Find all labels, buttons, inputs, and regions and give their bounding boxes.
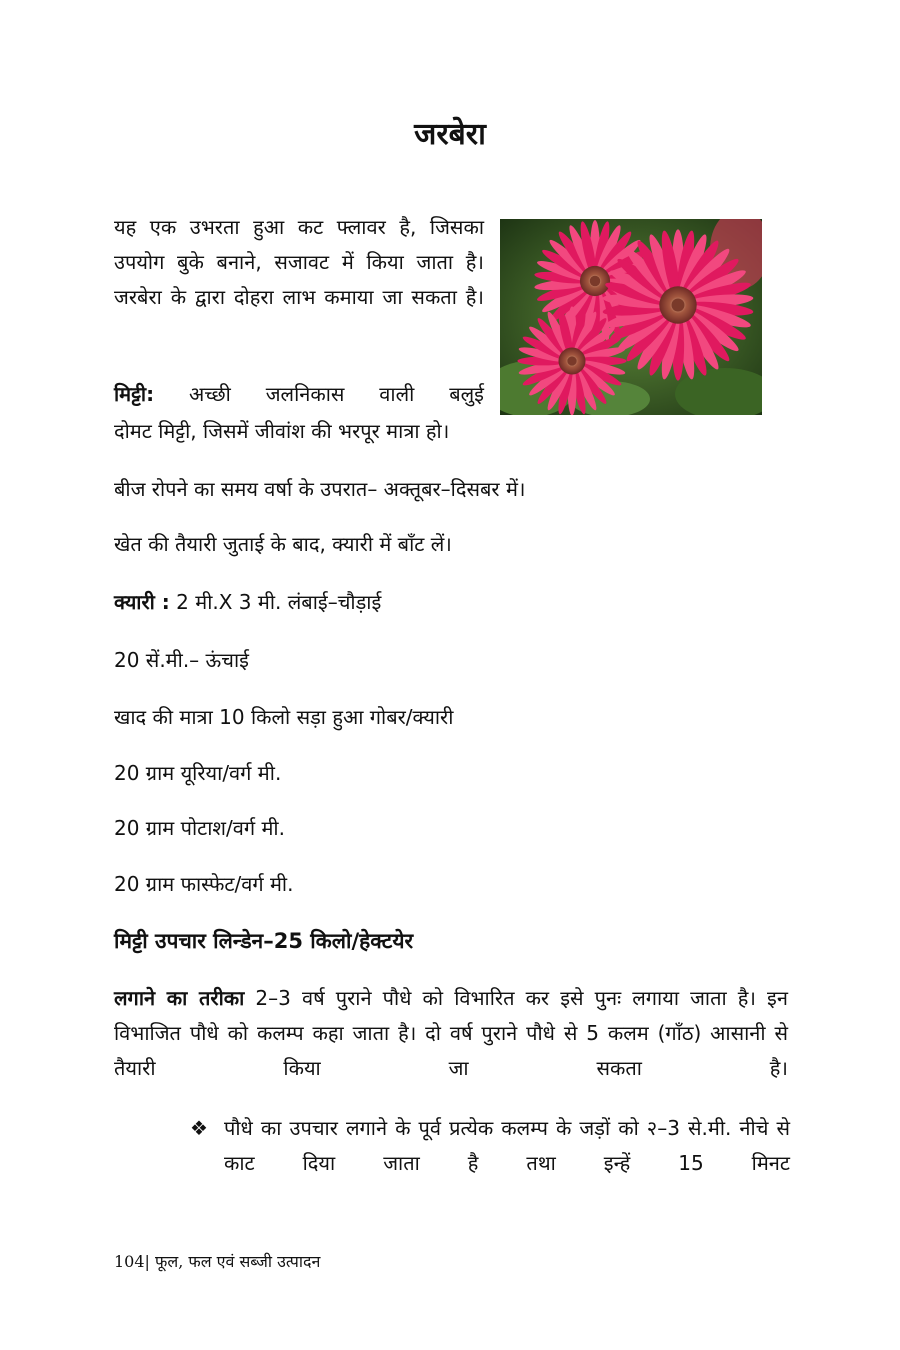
- page-title: जरबेरा: [414, 117, 486, 152]
- bullet-list-item: [190, 1111, 790, 1181]
- soil-paragraph: [114, 377, 484, 412]
- bullet-text: पौधे का उपचार लगाने के पूर्व प्रत्येक कलम्प के जड़ों को २–3 से.मी. नीचे से काट दिया जाता है तथा इन्हें 15 मिनट: [224, 1116, 790, 1175]
- bed-label: क्यारी :: [114, 590, 170, 614]
- potash-quantity: 20 ग्राम पोटाश/वर्ग मी.: [114, 816, 285, 840]
- bed-height: 20 सें.मी.– ऊंचाई: [114, 648, 249, 672]
- manure-quantity: खाद की मात्रा 10 किलो सड़ा हुआ गोबर/क्यारी: [114, 705, 454, 729]
- soil-treatment-heading: मिट्टी उपचार लिन्डेन–25 किलो/हेक्टयेर: [114, 929, 414, 953]
- urea-quantity: 20 ग्राम यूरिया/वर्ग मी.: [114, 761, 282, 785]
- bed-size: [114, 585, 381, 620]
- field-preparation: खेत की तैयारी जुताई के बाद, क्यारी में बॉंट लें।: [114, 532, 452, 556]
- soil-label: मिट्टी:: [114, 382, 155, 406]
- planting-method-text: 2–3 वर्ष पुराने पौधे को विभारित कर इसे पुनः लगाया जाता है। इन विभाजित पौधे को कलम्प कहा जाता है। दो वर्ष पुराने पौधे से 5 कलम (गॉंठ) आसानी से तैयारी किया जा सकता है।: [114, 986, 788, 1080]
- planting-method-paragraph: [114, 981, 788, 1086]
- planting-method-label: लगाने का तरीका: [114, 986, 245, 1010]
- bed-size-value: 2 मी.X 3 मी. लंबाई–चौड़ाई: [176, 590, 382, 614]
- intro-paragraph: यह एक उभरता हुआ कट फ्लावर है, जिसका उपयोग बुके बनाने, सजावट में किया जाता है। जरबेरा के द्वारा दोहरा लाभ कमाया जा सकता है।: [114, 215, 484, 309]
- diamond-bullet-icon: ❖: [190, 1116, 208, 1140]
- sowing-time: बीज रोपने का समय वर्षा के उपरात– अक्तूबर–दिसबर में।: [114, 477, 526, 501]
- soil-paragraph-continued: दोमट मिट्टी, जिसमें जीवांश की भरपूर मात्रा हो।: [114, 419, 450, 443]
- soil-text-line1: अच्छी जलनिकास वाली बलुई: [188, 382, 484, 406]
- page-footer: 104| फूल, फल एवं सब्जी उत्पादन: [114, 1252, 321, 1271]
- gerbera-flower-photo: [500, 219, 762, 415]
- phosphate-quantity: 20 ग्राम फास्फेट/वर्ग मी.: [114, 872, 294, 896]
